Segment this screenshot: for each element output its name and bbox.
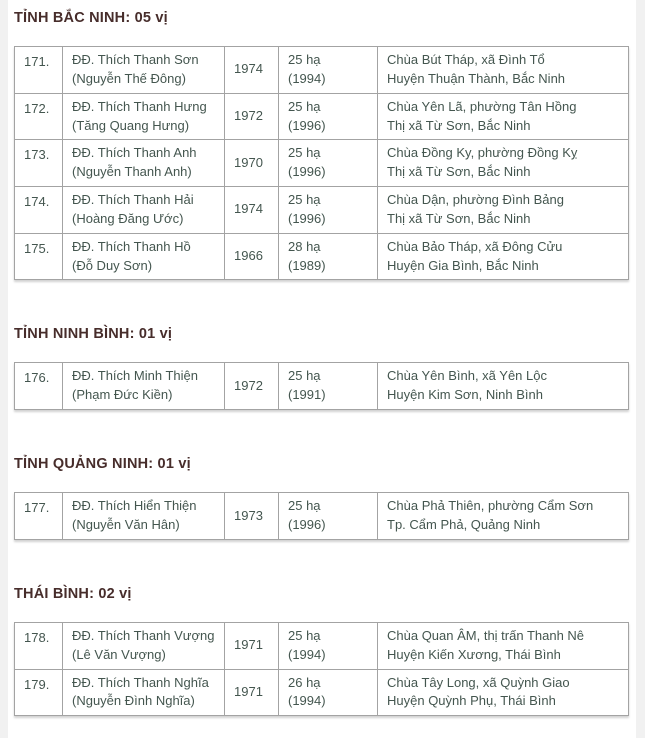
table-row (15, 187, 629, 234)
document-content (8, 0, 636, 738)
cell-address: Chùa Yên Lã, phường Tân Hồng Thị xã Từ Sơn, Bắc Ninh (378, 93, 629, 140)
table-row (15, 140, 629, 187)
cell-name: ĐĐ. Thích Thanh Hưng (Tăng Quang Hưng) (63, 93, 225, 140)
section-title: TỈNH BẮC NINH: 05 vị (14, 10, 168, 26)
cell-birth-year: 1972 (225, 363, 279, 410)
cell-address: Chùa Bút Tháp, xã Đình Tổ Huyện Thuận Thành, Bắc Ninh (378, 47, 629, 94)
table-row (15, 493, 629, 540)
cell-address: Chùa Đồng Ky, phường Đồng Kỵ Thị xã Từ Sơn, Bắc Ninh (378, 140, 629, 187)
monk-table (14, 362, 629, 410)
cell-address: Chùa Yên Bình, xã Yên Lộc Huyện Kim Sơn, Ninh Bình (378, 363, 629, 410)
cell-seniority: 25 hạ (1996) (279, 493, 378, 540)
cell-address: Chùa Phả Thiên, phường Cẩm Sơn Tp. Cẩm Phả, Quảng Ninh (378, 493, 629, 540)
cell-name: ĐĐ. Thích Thanh Hồ (Đỗ Duy Sơn) (63, 233, 225, 280)
section-title: THÁI BÌNH: 02 vị (14, 585, 132, 602)
cell-index: 178. (15, 622, 63, 669)
cell-index: 179. (15, 669, 63, 716)
table-row (15, 47, 629, 94)
table-row (15, 233, 629, 280)
cell-name: ĐĐ. Thích Thanh Sơn (Nguyễn Thế Đông) (63, 47, 225, 94)
cell-name: ĐĐ. Thích Thanh Vượng (Lê Văn Vượng) (63, 622, 225, 669)
cell-index: 173. (15, 140, 63, 187)
cell-seniority: 25 hạ (1996) (279, 93, 378, 140)
cell-name: ĐĐ. Thích Thanh Hải (Hoàng Đăng Ước) (63, 187, 225, 234)
table-row (15, 363, 629, 410)
section-title: TỈNH QUẢNG NINH: 01 vị (14, 456, 191, 473)
cell-address: Chùa Quan ÂM, thị trấn Thanh Nê Huyện Kiến Xương, Thái Bình (378, 622, 629, 669)
province-section (8, 456, 636, 540)
cell-seniority: 25 hạ (1991) (279, 363, 378, 410)
cell-seniority: 25 hạ (1994) (279, 622, 378, 669)
cell-birth-year: 1966 (225, 233, 279, 280)
monk-table (14, 492, 629, 540)
cell-seniority: 28 hạ (1989) (279, 233, 378, 280)
cell-birth-year: 1973 (225, 493, 279, 540)
cell-birth-year: 1971 (225, 669, 279, 716)
section-title: TỈNH NINH BÌNH: 01 vị (14, 326, 173, 343)
cell-index: 172. (15, 93, 63, 140)
cell-index: 171. (15, 47, 63, 94)
cell-seniority: 25 hạ (1994) (279, 47, 378, 94)
province-section (8, 586, 636, 716)
cell-birth-year: 1971 (225, 622, 279, 669)
province-section (8, 326, 636, 410)
cell-index: 177. (15, 493, 63, 540)
cell-name: ĐĐ. Thích Hiển Thiện (Nguyễn Văn Hân) (63, 493, 225, 540)
cell-birth-year: 1972 (225, 93, 279, 140)
monk-table (14, 622, 629, 716)
cell-name: ĐĐ. Thích Thanh Nghĩa (Nguyễn Đình Nghĩa) (63, 669, 225, 716)
table-row (15, 669, 629, 716)
cell-birth-year: 1970 (225, 140, 279, 187)
monk-table (14, 46, 629, 280)
cell-seniority: 26 hạ (1994) (279, 669, 378, 716)
table-row (15, 93, 629, 140)
cell-index: 175. (15, 233, 63, 280)
province-section (8, 0, 636, 280)
cell-birth-year: 1974 (225, 47, 279, 94)
table-row (15, 622, 629, 669)
cell-name: ĐĐ. Thích Minh Thiện (Phạm Đức Kiền) (63, 363, 225, 410)
cell-address: Chùa Dận, phường Đình Bảng Thị xã Từ Sơn, Bắc Ninh (378, 187, 629, 234)
cell-index: 176. (15, 363, 63, 410)
cell-seniority: 25 hạ (1996) (279, 187, 378, 234)
cell-seniority: 25 hạ (1996) (279, 140, 378, 187)
cell-address: Chùa Bảo Tháp, xã Đông Cửu Huyện Gia Bình, Bắc Ninh (378, 233, 629, 280)
cell-address: Chùa Tây Long, xã Quỳnh Giao Huyện Quỳnh Phụ, Thái Bình (378, 669, 629, 716)
cell-name: ĐĐ. Thích Thanh Anh (Nguyễn Thanh Anh) (63, 140, 225, 187)
cell-index: 174. (15, 187, 63, 234)
cell-birth-year: 1974 (225, 187, 279, 234)
